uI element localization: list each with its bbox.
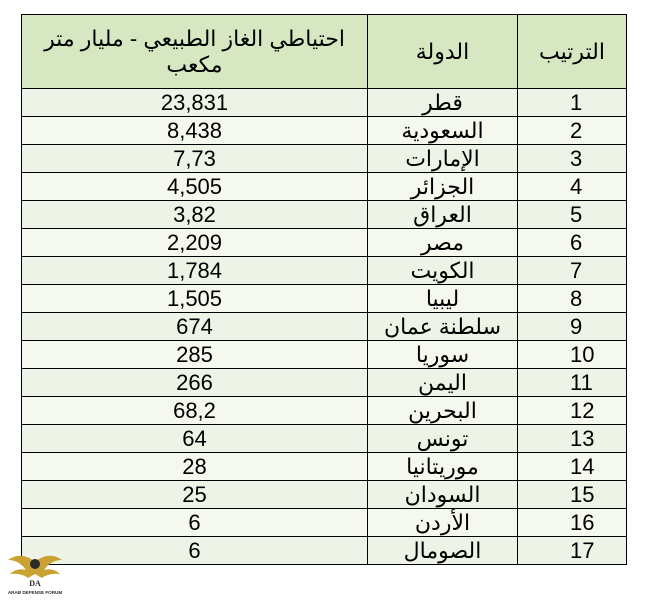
rank-cell: 13 [518, 425, 627, 453]
country-cell: ليبيا [368, 285, 518, 313]
table-row [22, 369, 627, 397]
value-cell: 285 [22, 341, 368, 369]
country-cell: الكويت [368, 257, 518, 285]
value-cell: 6 [22, 509, 368, 537]
country-cell: العراق [368, 201, 518, 229]
country-cell: قطر [368, 89, 518, 117]
rank-cell: 8 [518, 285, 627, 313]
rank-cell: 11 [518, 369, 627, 397]
value-cell: 266 [22, 369, 368, 397]
value-cell: 4,505 [22, 173, 368, 201]
table-row [22, 537, 627, 565]
rank-cell: 12 [518, 397, 627, 425]
header-rank: الترتيب [518, 15, 627, 89]
rank-cell: 1 [518, 89, 627, 117]
table-row [22, 481, 627, 509]
country-cell: سوريا [368, 341, 518, 369]
table-row [22, 229, 627, 257]
value-cell: 3,82 [22, 201, 368, 229]
header-value: احتياطي الغاز الطبيعي - مليار متر مكعب [22, 15, 368, 89]
rank-cell: 10 [518, 341, 627, 369]
table-row [22, 509, 627, 537]
rank-cell: 15 [518, 481, 627, 509]
rank-cell: 14 [518, 453, 627, 481]
value-cell: 2,209 [22, 229, 368, 257]
watermark-logo [6, 548, 64, 596]
country-cell: الأردن [368, 509, 518, 537]
country-cell: السودان [368, 481, 518, 509]
value-cell: 8,438 [22, 117, 368, 145]
table-row [22, 89, 627, 117]
table-row [22, 397, 627, 425]
country-cell: الصومال [368, 537, 518, 565]
table-row [22, 257, 627, 285]
table-row [22, 117, 627, 145]
rank-cell: 2 [518, 117, 627, 145]
country-cell: البحرين [368, 397, 518, 425]
value-cell: 64 [22, 425, 368, 453]
value-cell: 6 [22, 537, 368, 565]
table-row [22, 173, 627, 201]
rank-cell: 6 [518, 229, 627, 257]
table-row [22, 285, 627, 313]
country-cell: موريتانيا [368, 453, 518, 481]
table-row [22, 425, 627, 453]
country-cell: الإمارات [368, 145, 518, 173]
rank-cell: 7 [518, 257, 627, 285]
value-cell: 674 [22, 313, 368, 341]
watermark-initials: DA [29, 579, 41, 588]
value-cell: 68,2 [22, 397, 368, 425]
value-cell: 25 [22, 481, 368, 509]
table-row [22, 341, 627, 369]
country-cell: اليمن [368, 369, 518, 397]
rank-cell: 17 [518, 537, 627, 565]
table-row [22, 453, 627, 481]
country-cell: سلطنة عمان [368, 313, 518, 341]
value-cell: 23,831 [22, 89, 368, 117]
rank-cell: 3 [518, 145, 627, 173]
gas-reserves-table [21, 14, 627, 565]
table-header-row [22, 15, 627, 89]
rank-cell: 16 [518, 509, 627, 537]
table-row [22, 313, 627, 341]
rank-cell: 9 [518, 313, 627, 341]
country-cell: تونس [368, 425, 518, 453]
table-row [22, 145, 627, 173]
rank-cell: 4 [518, 173, 627, 201]
rank-cell: 5 [518, 201, 627, 229]
value-cell: 28 [22, 453, 368, 481]
country-cell: مصر [368, 229, 518, 257]
watermark-name: ARAB DEFENSE FORUM [7, 590, 63, 595]
header-country: الدولة [368, 15, 518, 89]
value-cell: 1,784 [22, 257, 368, 285]
value-cell: 1,505 [22, 285, 368, 313]
table-row [22, 201, 627, 229]
country-cell: السعودية [368, 117, 518, 145]
country-cell: الجزائر [368, 173, 518, 201]
value-cell: 7,73 [22, 145, 368, 173]
